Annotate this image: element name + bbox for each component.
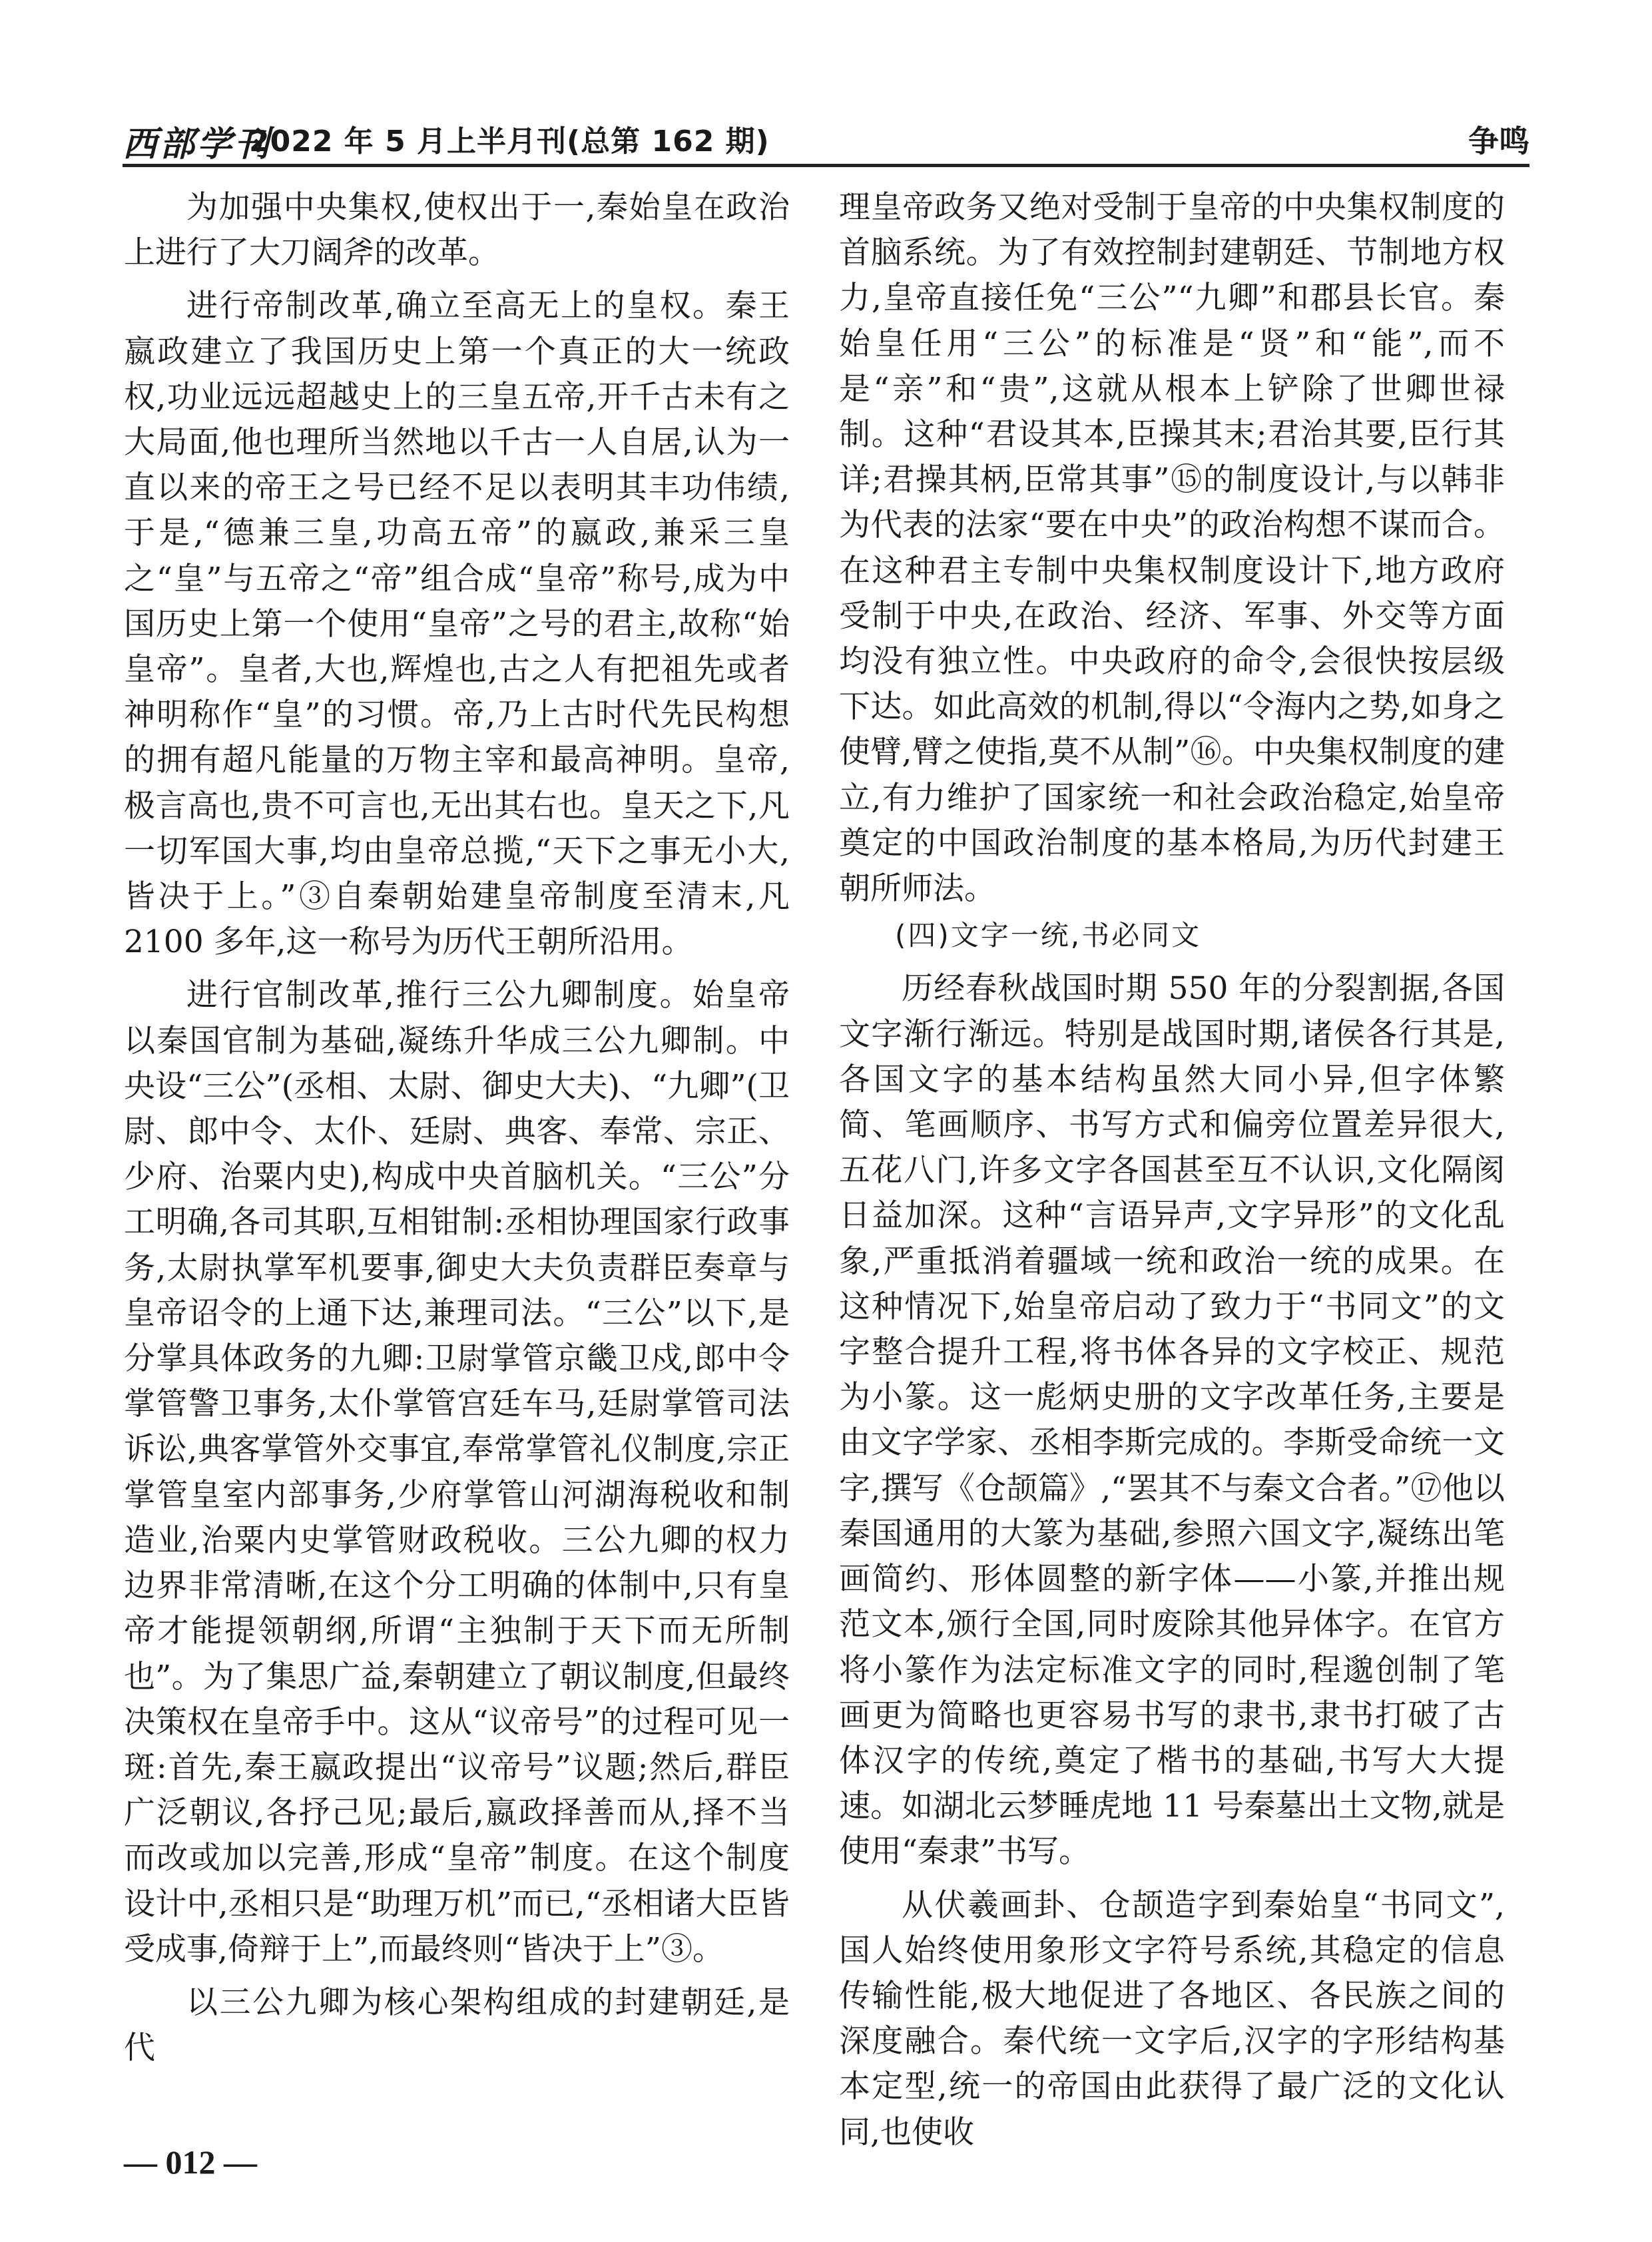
section-name: 争鸣 (1468, 123, 1529, 159)
journal-logo: 西部学刊 (123, 125, 272, 164)
paragraph: 以三公九卿为核心架构组成的封建朝廷,是代 (124, 1984, 790, 2067)
paragraph: 进行帝制改革,确立至高无上的皇权。秦王嬴政建立了我国历史上第一个真正的大一统政权,功业远远超越史上的三皇五帝,开千古未有之大局面,他也理所当然地以千古一人自居,认为一直以来的帝王之号已经不足以表明其丰功伟绩,于是,“德兼三皇,功高五帝”的嬴政,兼采三皇之“皇”与五帝之“帝”组合成“皇帝”称号,成为中国历史上第一个使用“皇帝”之号的君主,故称“始皇帝”。皇者,大也,辉煌也,古之人有把祖先或者神明称作“皇”的习惯。帝,乃上古时代先民构想的拥有超凡能量的万物主宰和最高神明。皇帝,极言高也,贵不可言也,无出其右也。皇天之下,凡一切军国大事,均由皇帝总揽,“天下之事无小大,皆决于上。”③自秦朝始建皇帝制度至清末,凡 2100 多年,这一称号为历代王朝所沿用。 (124, 288, 790, 961)
paragraph: 历经春秋战国时期 550 年的分裂割据,各国文字渐行渐远。特别是战国时期,诸侯各行其是,各国文字的基本结构虽然大同小异,但字体繁简、笔画顺序、书写方式和偏旁位置差异很大,五花八门,许多文字各国甚至互不认识,文化隔阂日益加深。这种“言语异声,文字异形”的文化乱象,严重抵消着疆域一统和政治一统的成果。在这种情况下,始皇帝启动了致力于“书同文”的文字整合提升工程,将书体各异的文字校正、规范为小篆。这一彪炳史册的文字改革任务,主要是由文字学家、丞相李斯完成的。李斯受命统一文字,撰写《仓颉篇》,“罢其不与秦文合者。”⑰他以秦国通用的大篆为基础,参照六国文字,凝练出笔画简约、形体圆整的新字体——小篆,并推出规范文本,颁行全国,同时废除其他异体字。在官方将小篆作为法定标准文字的同时,程邈创制了笔画更为简略也更容易书写的隶书,隶书打破了古体汉字的传统,奠定了楷书的基础,书写大大提速。如湖北云梦睡虎地 11 号秦墓出土文物,就是使用“秦隶”书写。 (839, 970, 1505, 1870)
left-column (124, 185, 790, 2071)
paragraph: 进行官制改革,推行三公九卿制度。始皇帝以秦国官制为基础,凝练升华成三公九卿制。中央设“三公”(丞相、太尉、御史大夫)、“九卿”(卫尉、郎中令、太仆、廷尉、典客、奉常、宗正、少府、治粟内史),构成中央首脑机关。“三公”分工明确,各司其职,互相钳制:丞相协理国家行政事务,太尉执掌军机要事,御史大夫负责群臣奏章与皇帝诏令的上通下达,兼理司法。“三公”以下,是分掌具体政务的九卿:卫尉掌管京畿卫戍,郎中令掌管警卫事务,太仆掌管宫廷车马,廷尉掌管司法诉讼,典客掌管外交事宜,奉常掌管礼仪制度,宗正掌管皇室内部事务,少府掌管山河湖海税收和制造业,治粟内史掌管财政税收。三公九卿的权力边界非常清晰,在这个分工明确的体制中,只有皇帝才能提领朝纲,所谓“主独制于天下而无所制也”。为了集思广益,秦朝建立了朝议制度,但最终决策权在皇帝手中。这从“议帝号”的过程可见一斑:首先,秦王嬴政提出“议帝号”议题;然后,群臣广泛朝议,各抒己见;最后,嬴政择善而从,择不当而改或加以完善,形成“皇帝”制度。在这个制度设计中,丞相只是“助理万机”而已,“丞相诸大臣皆受成事,倚辩于上”,而最终则“皆决于上”③。 (124, 977, 790, 1968)
paragraph: 为加强中央集权,使权出于一,秦始皇在政治上进行了大刀阔斧的改革。 (124, 189, 790, 272)
page-number: — 012 — (124, 2143, 257, 2181)
paragraph: 理皇帝政务又绝对受制于皇帝的中央集权制度的首脑系统。为了有效控制封建朝廷、节制地方权力,皇帝直接任免“三公”“九卿”和郡县长官。秦始皇任用“三公”的标准是“贤”和“能”,而不是“亲”和“贵”,这就从根本上铲除了世卿世禄制。这种“君设其本,臣操其末;君治其要,臣行其详;君操其柄,臣常其事”⑮的制度设计,与以韩非为代表的法家“要在中央”的政治构想不谋而合。在这种君主专制中央集权制度设计下,地方政府受制于中央,在政治、经济、军事、外交等方面均没有独立性。中央政府的命令,会很快按层级下达。如此高效的机制,得以“令海内之势,如身之使臂,臂之使指,莫不从制”⑯。中央集权制度的建立,有力维护了国家统一和社会政治稳定,始皇帝奠定的中国政治制度的基本格局,为历代封建王朝所师法。 (839, 189, 1505, 908)
section-subheading: (四)文字一统,书必同文 (895, 919, 1202, 952)
running-header (123, 112, 1529, 167)
journal-issue: 2022 年 5 月上半月刊(总第 162 期) (249, 125, 770, 158)
right-column (839, 185, 1505, 2155)
paragraph: 从伏羲画卦、仓颉造字到秦始皇“书同文”,国人始终使用象形文字符号系统,其稳定的信息传输性能,极大地促进了各地区、各民族之间的深度融合。秦代统一文字后,汉字的字形结构基本定型,统一的帝国由此获得了最广泛的文化认同,也使收 (839, 1886, 1505, 2151)
